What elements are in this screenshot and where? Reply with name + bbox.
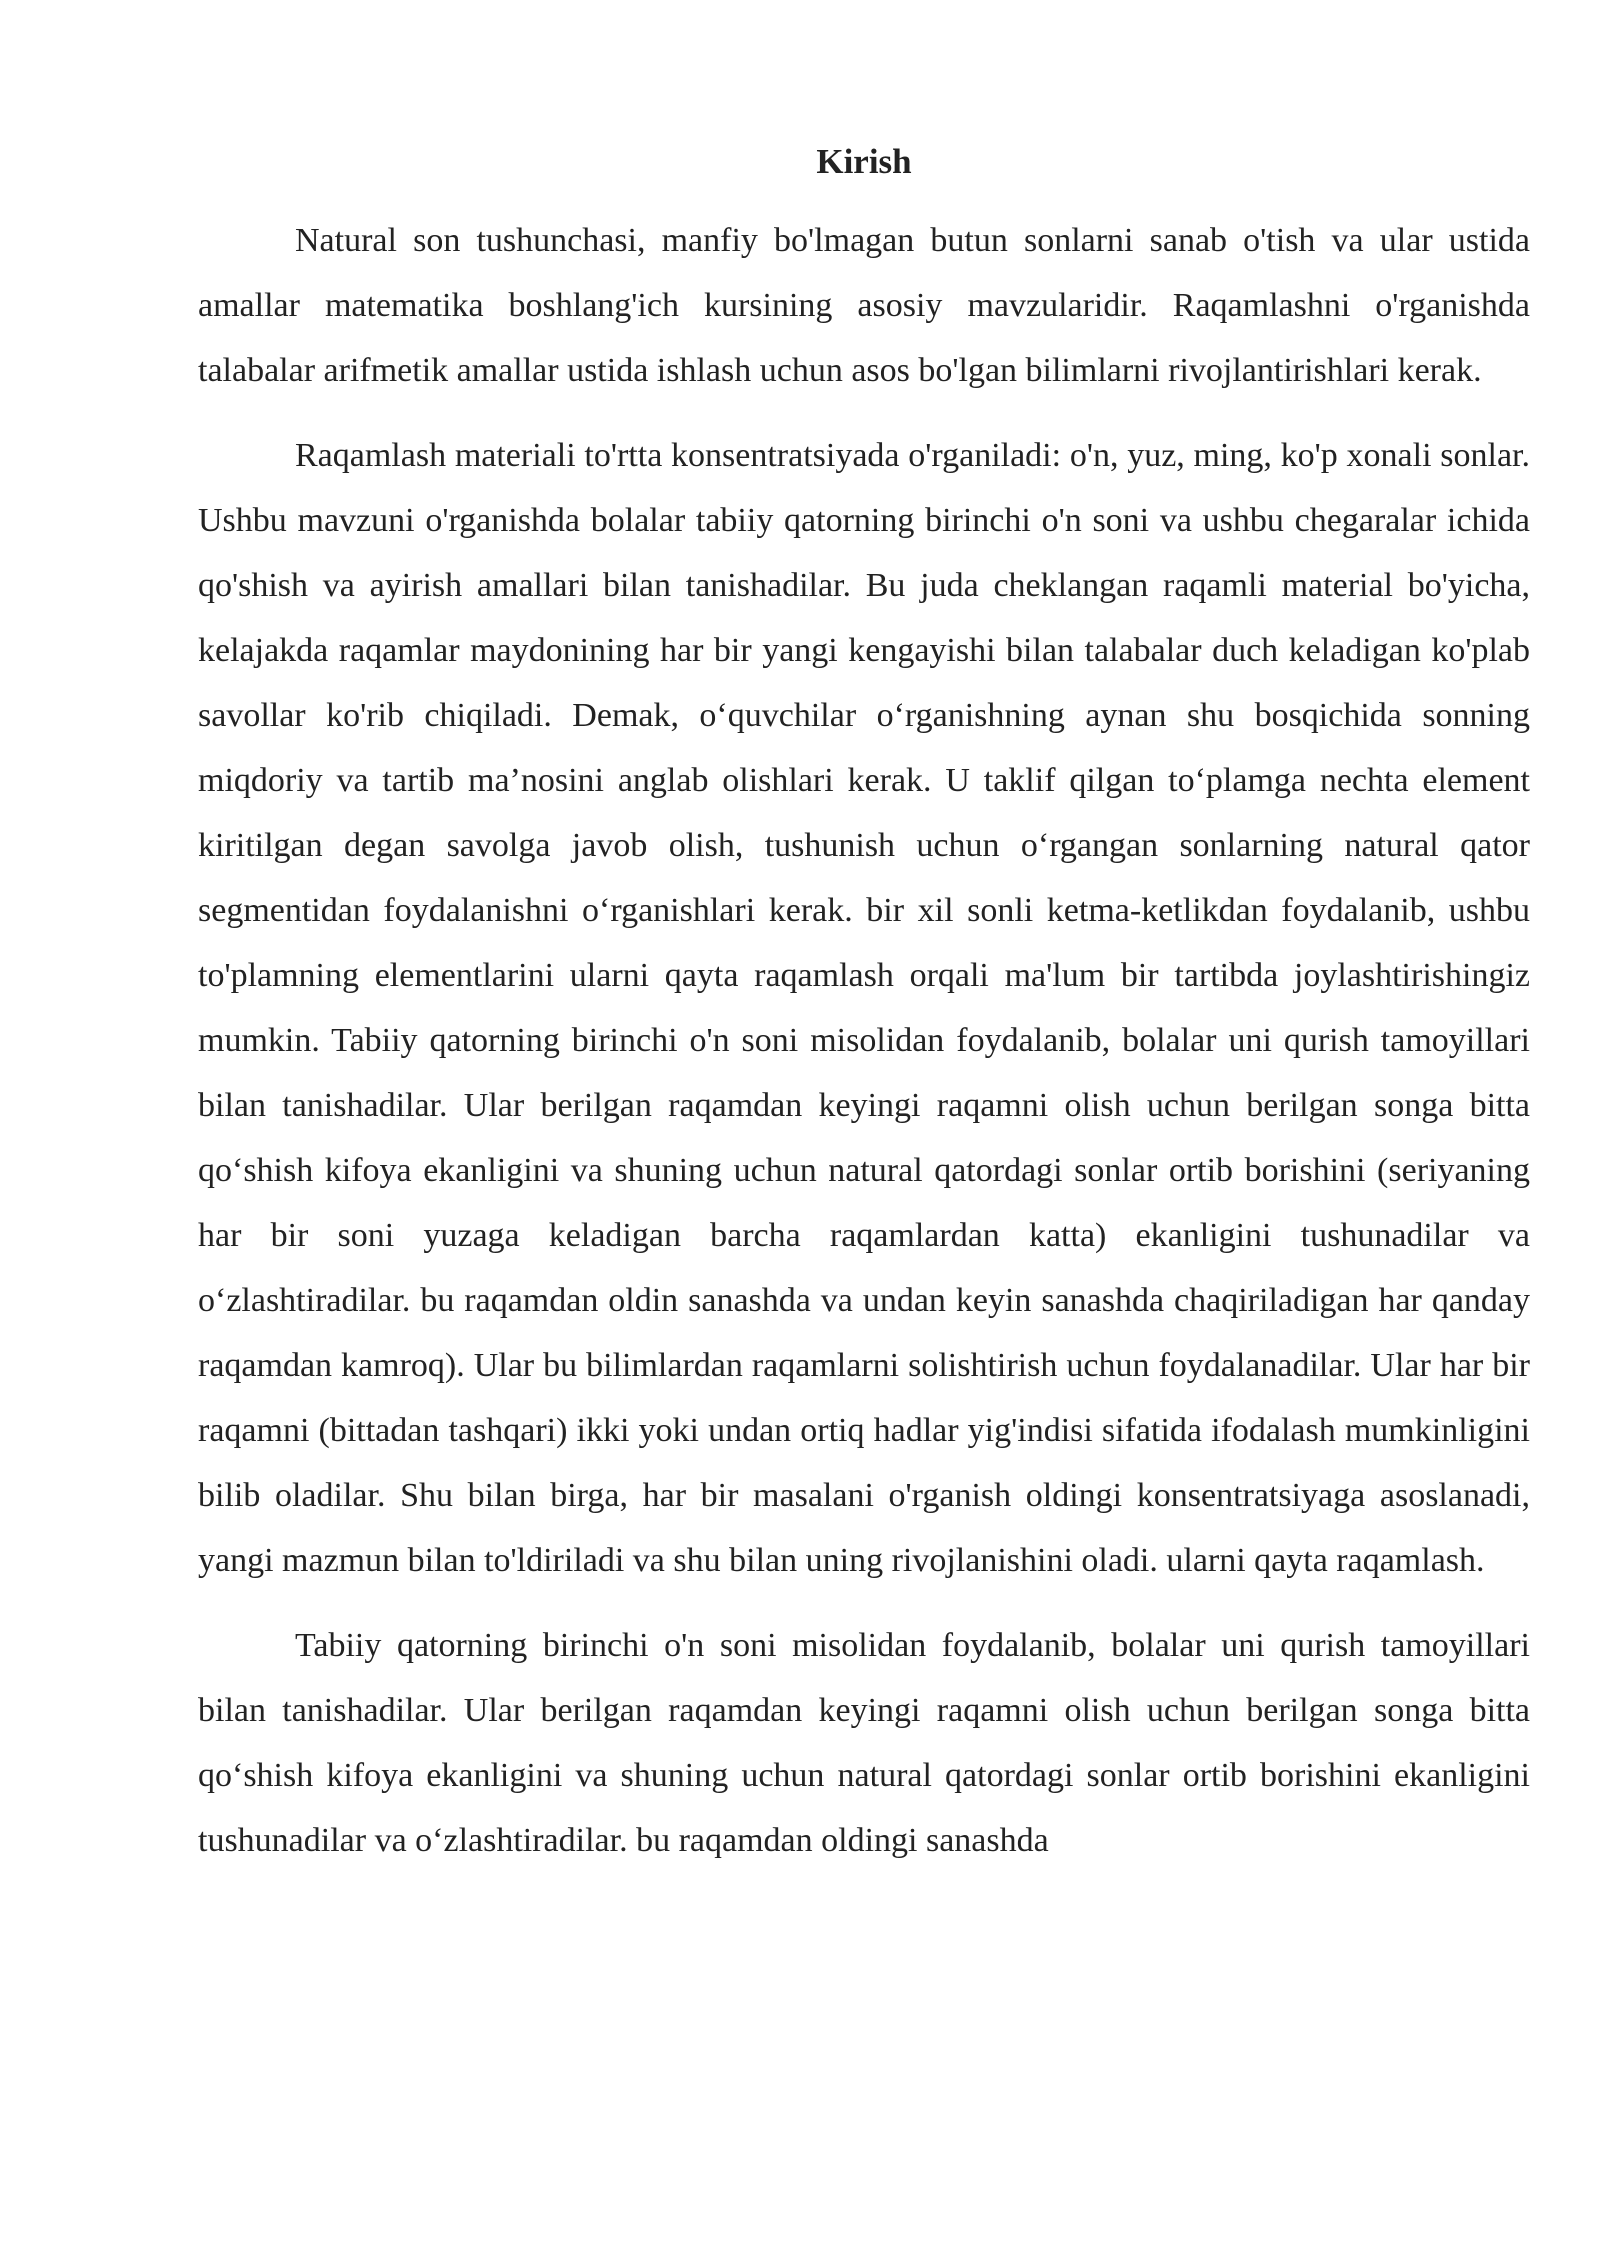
document-body [198,138,1530,1893]
paragraph-3: Tabiiy qatorning birinchi o'n soni misolidan foydalanib, bolalar uni qurish tamoyillari bilan tanishadilar. Ular berilgan raqamdan keyingi raqamni olish uchun berilgan songa bitta qo‘shish kifoya ekanligini va shuning uchun natural qatordagi sonlar ortib borishini ekanligini tushunadilar va o‘zlashtiradilar. bu raqamdan oldingi sanashda [198,1627,1530,1859]
paragraph-1: Natural son tushunchasi, manfiy bo'lmagan butun sonlarni sanab o'tish va ular ustida amallar matematika boshlang'ich kursining asosiy mavzularidir. Raqamlashni o'rganishda talabalar arifmetik amallar ustida ishlash uchun asos bo'lgan bilimlarni rivojlantirishlari kerak. [198,222,1530,389]
page-title: Kirish [816,142,912,181]
paragraph-2: Raqamlash materiali to'rtta konsentratsiyada o'rganiladi: o'n, yuz, ming, ko'p xonali sonlar. Ushbu mavzuni o'rganishda bolalar tabiiy qatorning birinchi o'n soni va ushbu chegaralar ichida qo'shish va ayirish amallari bilan tanishadilar. Bu juda cheklangan raqamli material bo'yicha, kelajakda raqamlar maydonining har bir yangi kengayishi bilan talabalar duch keladigan ko'plab savollar ko'rib chiqiladi. Demak, o‘quvchilar o‘rganishning aynan shu bosqichida sonning miqdoriy va tartib ma’nosini anglab olishlari kerak. U taklif qilgan to‘plamga nechta element kiritilgan degan savolga javob olish, tushunish uchun o‘rgangan sonlarning natural qator segmentidan foydalanishni o‘rganishlari kerak. bir xil sonli ketma-ketlikdan foydalanib, ushbu to'plamning elementlarini ularni qayta raqamlash orqali ma'lum bir tartibda joylashtirishingiz mumkin. Tabiiy qatorning birinchi o'n soni misolidan foydalanib, bolalar uni qurish tamoyillari bilan tanishadilar. Ular berilgan raqamdan keyingi raqamni olish uchun berilgan songa bitta qo‘shish kifoya ekanligini va shuning uchun natural qatordagi sonlar ortib borishini (seriyaning har bir soni yuzaga keladigan barcha raqamlardan katta) ekanligini tushunadilar va o‘zlashtiradilar. bu raqamdan oldin sanashda va undan keyin sanashda chaqiriladigan har qanday raqamdan kamroq). Ular bu bilimlardan raqamlarni solishtirish uchun foydalanadilar. Ular har bir raqamni (bittadan tashqari) ikki yoki undan ortiq hadlar yig'indisi sifatida ifodalash mumkinligini bilib oladilar. Shu bilan birga, har bir masalani o'rganish oldingi konsentratsiyaga asoslanadi, yangi mazmun bilan to'ldiriladi va shu bilan uning rivojlanishini oladi. ularni qayta raqamlash. [198,437,1530,1579]
